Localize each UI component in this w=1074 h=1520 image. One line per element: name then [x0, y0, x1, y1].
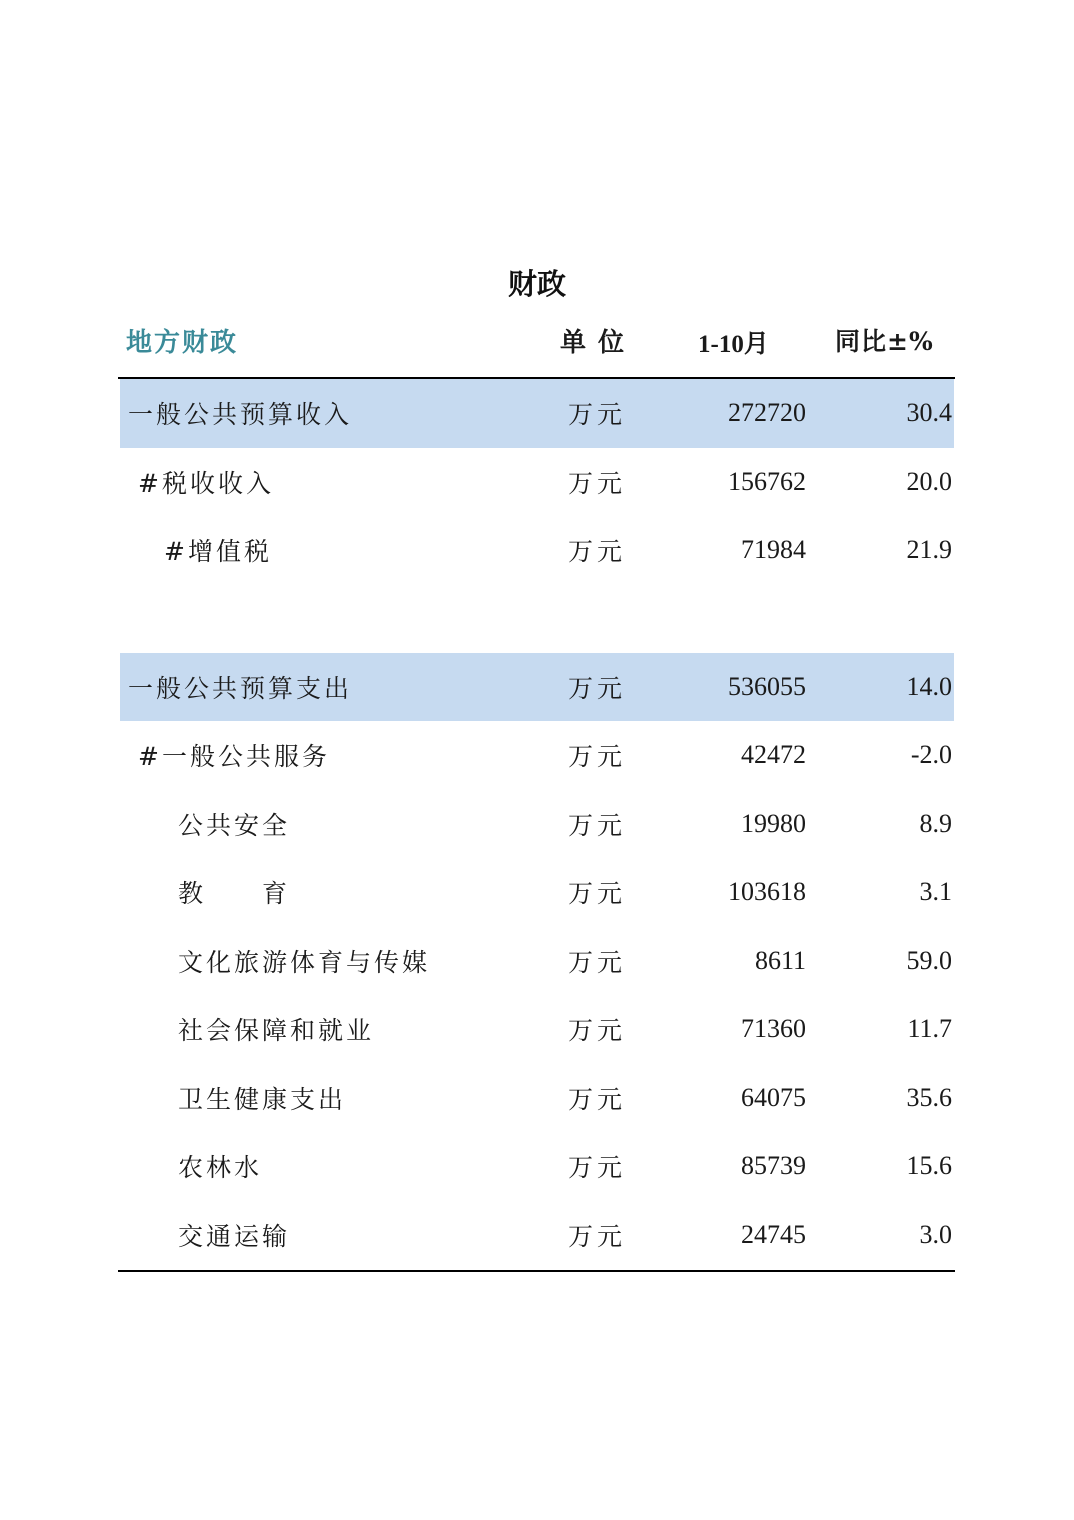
row-value: 8611	[754, 945, 806, 975]
column-header-period: 1-10月	[698, 331, 769, 358]
row-label: #税收收入	[138, 468, 274, 498]
row-value: 71360	[741, 1014, 806, 1044]
row-yoy: -2.0	[910, 740, 952, 770]
page-title: 财政	[507, 267, 566, 301]
row-yoy: 14.0	[906, 671, 952, 701]
row-unit: 万元	[568, 468, 627, 498]
row-yoy: 20.0	[906, 466, 952, 496]
column-header-unit: 单位	[560, 328, 637, 358]
row-label: #增值税	[164, 537, 272, 567]
row-unit: 万元	[568, 1016, 627, 1046]
section-label: 地方财政	[126, 328, 239, 358]
row-value: 19980	[741, 808, 806, 838]
row-value: 71984	[741, 535, 806, 565]
row-unit: 万元	[568, 673, 627, 703]
table-row	[120, 995, 954, 1064]
row-label: 卫生健康支出	[178, 1084, 347, 1114]
row-label: 一般公共预算收入	[128, 400, 353, 430]
row-label: 文化旅游体育与传媒	[178, 947, 431, 977]
table-row	[120, 1064, 954, 1133]
table-row	[120, 1201, 954, 1270]
row-value: 103618	[728, 877, 806, 907]
table-row	[120, 927, 954, 996]
row-unit: 万元	[568, 742, 627, 772]
row-yoy: 59.0	[906, 945, 952, 975]
row-value: 64075	[741, 1082, 806, 1112]
row-yoy: 3.0	[919, 1219, 952, 1249]
table-row	[120, 790, 954, 859]
row-value: 85739	[741, 1151, 806, 1181]
row-label: 社会保障和就业	[178, 1016, 375, 1046]
row-label: 农林水	[178, 1153, 263, 1183]
row-value: 156762	[728, 466, 806, 496]
row-yoy: 11.7	[907, 1014, 952, 1044]
row-label: 交通运输	[178, 1221, 291, 1251]
row-yoy: 35.6	[906, 1082, 952, 1112]
finance-table	[120, 379, 954, 1269]
row-yoy: 15.6	[906, 1151, 952, 1181]
table-row	[120, 379, 954, 448]
table-row	[120, 448, 954, 517]
table-row	[120, 1132, 954, 1201]
table-row	[120, 653, 954, 722]
row-label: 一般公共预算支出	[128, 673, 353, 703]
table-row	[120, 858, 954, 927]
row-yoy: 21.9	[906, 535, 952, 565]
row-yoy: 8.9	[919, 808, 952, 838]
table-row	[120, 516, 954, 585]
row-unit: 万元	[568, 1084, 627, 1114]
row-yoy: 30.4	[906, 398, 952, 428]
row-unit: 万元	[568, 1153, 627, 1183]
row-unit: 万元	[568, 810, 627, 840]
row-value: 24745	[741, 1219, 806, 1249]
table-bottom-rule	[118, 1270, 955, 1272]
row-unit: 万元	[568, 537, 627, 567]
row-label: #一般公共服务	[138, 742, 330, 772]
row-label: 教 育	[178, 879, 291, 909]
row-unit: 万元	[568, 400, 627, 430]
row-yoy: 3.1	[919, 877, 952, 907]
table-row	[120, 721, 954, 790]
column-header-yoy: 同比±%	[835, 327, 934, 356]
row-unit: 万元	[568, 879, 627, 909]
row-value: 536055	[728, 671, 806, 701]
row-label: 公共安全	[178, 810, 291, 840]
table-header	[120, 318, 954, 364]
row-value: 272720	[728, 398, 806, 428]
row-unit: 万元	[568, 947, 627, 977]
spacer-row	[120, 585, 954, 653]
row-value: 42472	[741, 740, 806, 770]
row-unit: 万元	[568, 1221, 627, 1251]
